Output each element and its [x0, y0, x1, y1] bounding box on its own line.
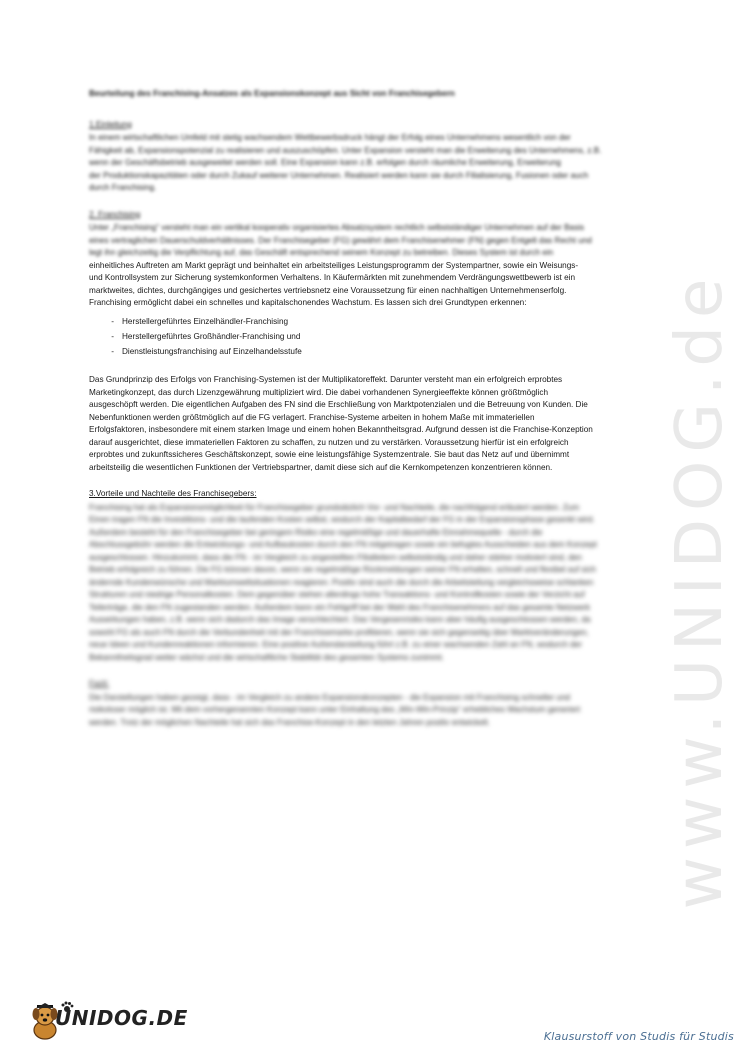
list-item: - Herstellergeführtes Einzelhändler-Franchising [89, 316, 635, 329]
text-line: Außerdem besteht für den Franchisegeber bei geringem Risiko eine regelmäßige und dauerhafte Einnahmequelle - durch die [89, 527, 543, 537]
text-line: der Produktionskapazitäten oder durch Zukauf weiterer Unternehmen. Realisiert werden kann sie durch Filialisierung, Fusionen oder auch [89, 170, 589, 180]
text-line: erprobtes und zukunftssicheres Geschäftskonzept, sowie eine leistungsfähige Systemzentrale. Sie baut das Netz auf und übernimmt [89, 450, 570, 459]
section-text [89, 502, 635, 665]
text-line: marktweites, dichtes, durchgängiges und gesichertes vertriebsnetz eine Voraussetzung für einen nachhaltigen Unternehmenserfolg. [89, 285, 567, 295]
unidog-logo [28, 1002, 208, 1044]
text-line: Betrieb erfolgreich zu führen. Die FG können davon, wenn sie regelmäßige Rückmeldungen seiner FN erhalten, schnell und flexibel auf sich [89, 565, 596, 574]
section-text [89, 132, 635, 195]
section-text [89, 692, 635, 730]
text-line: Nebenfunktionen werden größtmöglich auf die FG verlagert. Franchise-Systeme arbeiten in hohem Maße mit immateriellen [89, 412, 535, 422]
text-line: Unter „Franchising“ versteht man ein vertikal kooperativ organisiertes Absatzsystem rechtlich selbstständiger Unternehmen auf der Basis [89, 223, 585, 232]
text-line: darauf ausgerichtet, diese immateriellen Faktoren zu schaffen, zu nutzen und zu verstärken. Voraussetzung hierfür ist ein erfolgreich [89, 437, 569, 447]
text-line: sowohl FG als auch FN durch die Verbundenheit mit der Franchisemarke profitieren, wenn sie sich gegenseitig über Marktveränderungen, [89, 627, 589, 637]
logo-text: UNIDOG.DE [55, 1006, 188, 1030]
text-line: Das Grundprinzip des Erfolgs von Franchising-Systemen ist der Multiplikatoreffekt. Darunter versteht man ein erfolgreich erprobtes [89, 375, 563, 384]
text-line: Die Darstellungen haben gezeigt, dass - im Vergleich zu andere Expansionskonzepten - die Expansion mit Franchising schneller und [89, 692, 571, 702]
text-line: Bekanntheitsgrad weiter wächst und die wirtschaftliche Stabilität des gesamten Systems zunimmt. [89, 652, 444, 662]
franchise-types-list [89, 316, 635, 359]
text-line: Strukturen und niedrige Personalkosten. Dem gegenüber stehen allerdings hohe Transaktions- und Kontrollkosten sowie der Verzicht auf [89, 590, 585, 599]
text-line: arbeitsteilig die wesentlichen Funktionen der Vertriebspartner, damit diese sich auf die Kernkompetenzen konzentrieren können. [89, 462, 553, 472]
text-line: In einem wirtschaftlichen Umfeld mit stetig wachsendem Wettbewerbsdruck hängt der Erfolg eines Unternehmens wesentlich von der [89, 133, 571, 142]
section-pros-cons [89, 488, 635, 664]
text-line: ausgeschlossen. Hinzukommt, dass die FN - im Vergleich zu angestellten Filialleitern selbstständig und daher stärker motiviert sind, den [89, 552, 582, 562]
section-text [89, 374, 635, 474]
text-line: ausgeschöpft werden. Die eigentlichen Aufgaben des FN sind die Erschließung von Marktpotenzialen und die Betreuung von Kunden. Die [89, 400, 588, 409]
text-line: Abschlussgebühr werden die Entwicklungs- und Aufbaukosten durch den FN mitgetragen sowie ein befugtes Ausscheiden aus dem Konzept [89, 540, 597, 549]
text-line: ändernde Kundenwünsche und Marktumweltsituationen reagieren. Positiv sind auch die durch die Arbeitsteilung vergleichsweise schlanken [89, 577, 594, 587]
text-line: werden. Trotz der möglichen Nachteile hat sich das Franchise-Konzept in den letzten Jahren positiv entwickelt. [89, 717, 490, 727]
text-line: neue Ideen und Kundenreaktionen informieren. Eine positive Außendarstellung führt z.B. zu einer wachsenden Zahl an FN, wodurch der [89, 640, 582, 649]
text-line: einheitliches Auftreten am Markt geprägt und beinhaltet ein arbeitsteiliges Leistungsprogramm der Systempartner, sowie ein Weisungs- [89, 260, 579, 270]
text-line: eines vertraglichen Dauerschuldverhältnisses. Der Franchisegeber (FG) gewährt dem Franchisenehmer (FN) gegen Entgelt das Recht und [89, 235, 592, 245]
section-conclusion [89, 678, 635, 729]
section-heading: Fazit: [89, 679, 110, 688]
text-line: risikoloser möglich ist. Mit dem vorhergenannten Konzept kann unter Einhaltung des „Win-Win-Prinzip“ erhebliches Wachstum generiert [89, 705, 581, 714]
section-heading: 2. Franchising [89, 209, 141, 219]
watermark: www.UNIDOG.de [663, 270, 737, 910]
list-item: - Dienstleistungsfranchising auf Einzelhandelsstufe [89, 346, 635, 359]
section-introduction [89, 119, 635, 195]
section-text [89, 222, 635, 310]
text-line: Auswirkungen haben, z.B. wenn sich dadurch das Image verschlechtert. Das Vergesenrisiko kann aber häufig ausgeschlossen werden, da [89, 615, 591, 624]
text-line: durch Franchising. [89, 183, 157, 192]
footer-tagline: Klausurstoff von Studis für Studis [543, 1030, 734, 1043]
text-line: wenn der Geschäftsbetrieb ausgeweitet werden soll. Eine Expansion kann z.B. erfolgen durch räumliche Erweiterung, Erweiterung [89, 158, 561, 167]
text-line: Erfolgsfaktoren, insbesondere mit einem starken Image und einem hohen Bekanntheitsgrad. Aufgrund dessen ist die Franchise-Konzeption [89, 425, 593, 434]
section-heading: 1.Einleitung [89, 119, 132, 129]
text-line: Marketingkonzept, das durch Lizenzgewährung multipliziert wird. Die dabei vorhandenen Synergieeffekte können größtmöglich [89, 387, 549, 397]
list-item: - Herstellergeführtes Großhändler-Franchising und [89, 331, 635, 344]
section-heading: 3.Vorteile und Nachteile des Franchisegebers: [89, 489, 257, 498]
document-body [89, 88, 635, 743]
text-line: und Kontrollsystem zur Sicherung systemkonformen Verhaltens. In Käufermärkten mit zunehmendem Verdrängungswettbewerb ist ein [89, 273, 576, 282]
section-franchising [89, 209, 635, 475]
text-line: Franchising hat als Expansionsmöglichkeit für Franchisegeber grundsätzlich Vor- und Nachteile, die nachfolgend erläutert werden. Zum [89, 502, 580, 512]
text-line: Fähigkeit ab, Expansionspotenzial zu realisieren und auszuschöpfen. Unter Expansion versteht man die Erweiterung des Unternehmens, z.B. [89, 145, 602, 155]
text-line: legt ihn gleichzeitig die Verpflichtung auf, das Geschäft entsprechend seinem Konzept zu betreiben. Dieses System ist durch ein [89, 248, 554, 257]
text-line: Teilerträge, die den FN zugestanden werden. Außerdem kann ein Fehlgriff bei der Wahl des Franchisenehmers auf das gesamte Netzwerk [89, 602, 591, 612]
document-title: Beurteilung des Franchising-Ansatzes als Expansionskonzept aus Sicht von Franchisegebern [89, 89, 455, 98]
text-line: Einen tragen FN die Investitions- und die laufenden Kosten selbst, wodurch der Kapitalbedarf der FG in der Expansionsphase gesenkt wird. [89, 515, 595, 524]
text-line: Franchising ermöglicht dabei ein schnelles und kapitalschonendes Wachstum. Es lassen sich drei Grundtypen erkennen: [89, 298, 527, 307]
